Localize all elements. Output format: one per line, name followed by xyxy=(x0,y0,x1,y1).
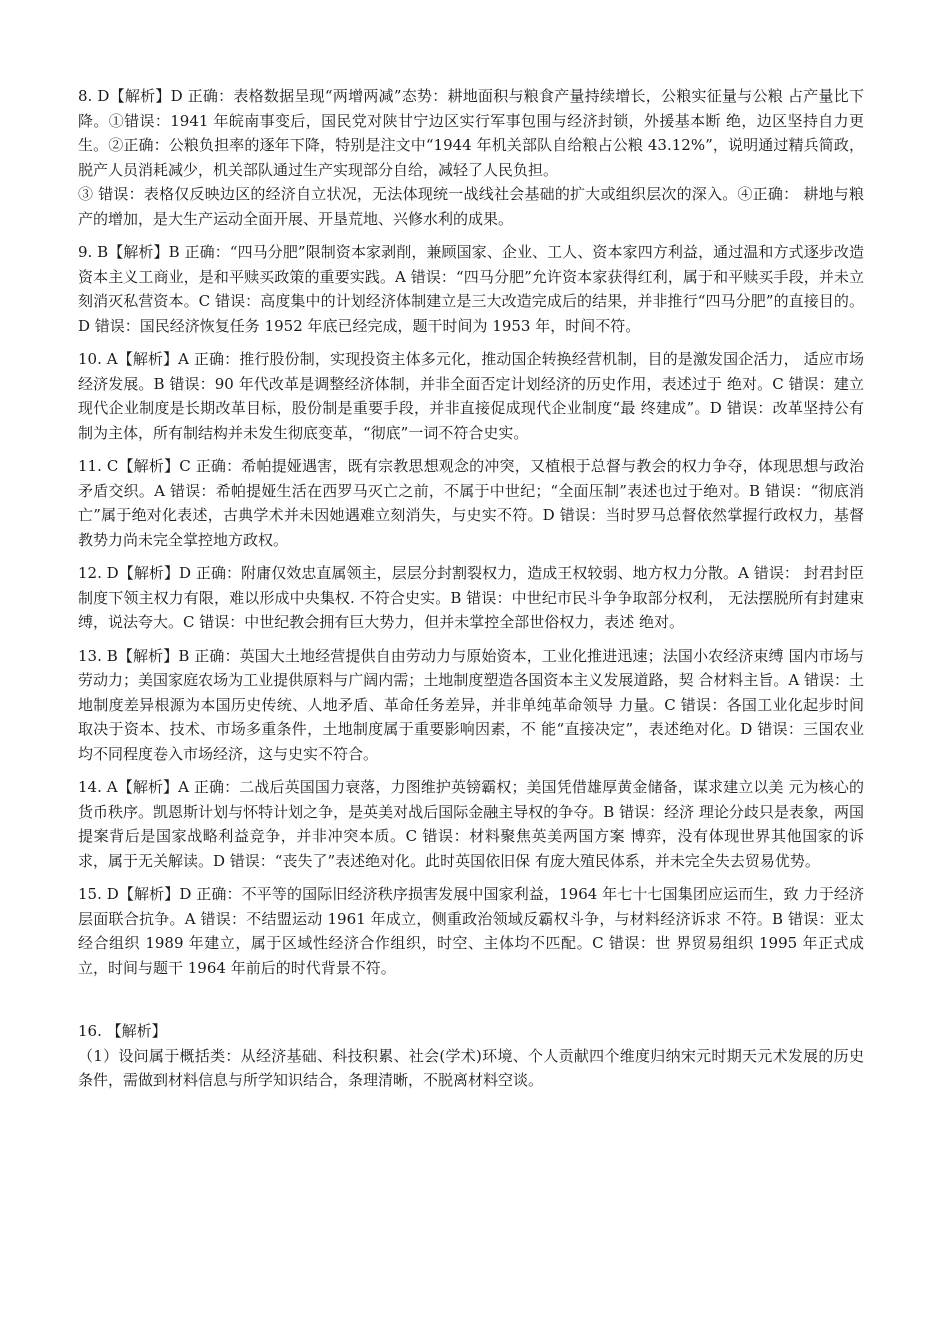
answer-q11: 11. C【解析】C 正确：希帕提娅遇害，既有宗教思想观念的冲突，又植根于总督与教会的权力争夺，体现思想与政治矛盾交织。A 错误：希帕提娅生活在西罗马灭亡之前，不属于中世纪；“全面压制”表述也过于绝对。B 错误：“彻底消亡”属于绝对化表述，古典学术并未因她遇难立刻消失，与史实不符。D 错误：当时罗马总督依然掌握行政权力，基督教势力尚未完全掌控地方政权。 xyxy=(78,457,864,549)
answer-q14: 14. A【解析】A 正确：二战后英国国力衰落，力图维护英镑霸权；美国凭借雄厚黄金储备，谋求建立以美 元为核心的货币秩序。凯恩斯计划与怀特计划之争，是英美对战后国际金融主导权的争夺。B 错误：经济 理论分歧只是表象，两国提案背后是国家战略利益竞争，并非冲突本质。C 错误：材料聚焦英美两国方案 博弈，没有体现世界其他国家的诉求，属于无关解读。D 错误：“丧失了”表述绝对化。此时英国依旧保 有庞大殖民体系，并未完全失去贸易优势。 xyxy=(78,778,864,870)
answer-q8-part2: ③ 错误：表格仅反映边区的经济自立状况，无法体现统一战线社会基础的扩大或组织层次的深入。④正确： 耕地与粮产的增加，是大生产运动全面开展、开垦荒地、兴修水利的成果。 xyxy=(78,185,864,228)
answer-q10: 10. A【解析】A 正确：推行股份制，实现投资主体多元化，推动国企转换经营机制，目的是激发国企活力， 适应市场经济发展。B 错误：90 年代改革是调整经济体制，并非全面否定计划经济的历史作用，表述过于 绝对。C 错误：建立现代企业制度是长期改革目标，股份制是重要手段，并非直接促成现代企业制度“最 终建成”。D 错误：改革坚持公有制为主体，所有制结构并未发生彻底变革，“彻底”一词不符合史实。 xyxy=(78,350,864,442)
answer-document xyxy=(78,84,864,1102)
answer-q8-part1: 8. D【解析】D 正确：表格数据呈现“两增两减”态势：耕地面积与粮食产量持续增长，公粮实征量与公粮 占产量比下降。①错误：1941 年皖南事变后，国民党对陕甘宁边区实行军事包围与经济封锁，外援基本断 绝，边区坚持自力更生。②正确：公粮负担率的逐年下降，特别是注文中“1944 年机关部队自给粮占公粮 43.12%”，说明通过精兵简政，脱产人员消耗减少，机关部队通过生产实现部分自给，减轻了人民负担。 xyxy=(78,87,864,179)
section-gap xyxy=(78,989,864,1019)
answer-q8 xyxy=(78,84,864,231)
answer-q15: 15. D【解析】D 正确：不平等的国际旧经济秩序损害发展中国家利益，1964 年七十七国集团应运而生，致 力于经济层面联合抗争。A 错误：不结盟运动 1961 年成立，侧重政治领域反霸权斗争，与材料经济诉求 不符。B 错误：亚太经合组织 1989 年建立，属于区域性经济合作组织，时空、主体均不匹配。C 错误：世 界贸易组织 1995 年正式成立，时间与题干 1964 年前后的时代背景不符。 xyxy=(78,885,864,977)
answer-q12: 12. D【解析】D 正确：附庸仅效忠直属领主，层层分封割裂权力，造成王权较弱、地方权力分散。A 错误： 封君封臣制度下领主权力有限，难以形成中央集权. 不符合史实。B 错误：中世纪市民斗争争取部分权利， 无法摆脱所有封建束缚，说法夸大。C 错误：中世纪教会拥有巨大势力，但并未掌控全部世俗权力，表述 绝对。 xyxy=(78,564,864,631)
answer-q9: 9. B【解析】B 正确：“四马分肥”限制资本家剥削，兼顾国家、企业、工人、资本家四方利益，通过温和方式逐步改造资本主义工商业，是和平赎买政策的重要实践。A 错误：“四马分肥”允许资本家获得红利，属于和平赎买手段，并未立刻消灭私营资本。C 错误：高度集中的计划经济体制建立是三大改造完成后的结果，并非推行“四马分肥”的直接目的。 D 错误：国民经济恢复任务 1952 年底已经完成，题干时间为 1953 年，时间不符。 xyxy=(78,243,864,335)
answer-q16-text: （1）设问属于概括类：从经济基础、科技积累、社会(学术)环境、个人贡献四个维度归纳宋元时期天元术发展的历史条件，需做到材料信息与所学知识结合，条理清晰，不脱离材料空谈。 xyxy=(78,1046,864,1089)
answer-q13: 13. B【解析】B 正确：英国大土地经营提供自由劳动力与原始资本，工业化推进迅速；法国小农经济束缚 国内市场与劳动力；美国家庭农场为工业提供原料与广阔内需；土地制度塑造各国资本主义发展道路，契 合材料主旨。A 错误：土地制度差异根源为本国历史传统、人地矛盾、革命任务差异，并非单纯革命领导 力量。C 错误：各国工业化起步时间取决于资本、技术、市场多重条件，土地制度属于重要影响因素，不 能“直接决定”，表述绝对化。D 错误：三国农业均不同程度卷入市场经济，这与史实不符合。 xyxy=(78,646,864,763)
answer-q16-heading: 16. 【解析】 xyxy=(78,1022,167,1040)
